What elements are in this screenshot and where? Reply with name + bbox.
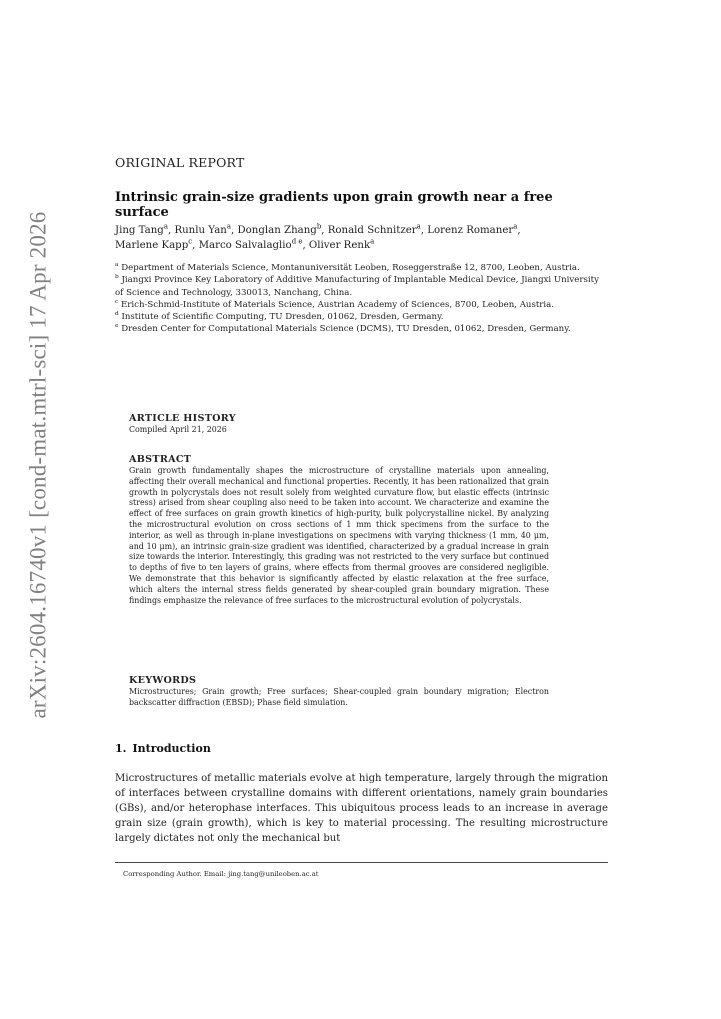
abstract-heading: ABSTRACT (129, 454, 192, 465)
section-title: Introduction (132, 742, 211, 755)
affiliation: $^e$ Dresden Center for Computational Materials Science (DCMS), TU Dresden, 01062, Dresden, Germany. (115, 323, 571, 335)
article-history (129, 412, 549, 436)
abstract-text: Grain growth fundamentally shapes the microstructure of crystalline materials upon annealing, affecting their overall mechanical and functional properties. Recently, it has been rationalized that grain growth in polycrystals does not result solely from weighted curvature flow, but elastic effects (intrinsic stress) arised from shear coupling also need to be taken into account. We characterize and examine the effect of free surfaces on grain growth kinetics of high-purity, bulk polycrystalline nickel. By analyzing the microstructural evolution on cross sections of 1 mm thick specimens from the surface to the interior, as well as through in-plane investigations on specimens with varying thickness (1 mm, 40 μm, and 10 μm), an intrinsic grain-size gradient was identified, characterized by a gradual increase in grain size towards the interior. Interestingly, this grading was not restricted to the very surface but continued to depths of five to ten layers of grains, where effects from thermal grooves are considered negligible. We demonstrate that this behavior is significantly affected by elastic relaxation at the free surface, which alters the internal stress fields generated by shear-coupled grain boundary migration. These findings emphasize the relevance of free surfaces to the microstructural evolution of polycrystals. (129, 466, 549, 605)
affiliation: $^d$ Institute of Scientific Computing, TU Dresden, 01062, Dresden, Germany. (115, 311, 444, 323)
paper-title: Intrinsic grain-size gradients upon grain growth near a free surface (115, 190, 553, 220)
affiliation: $^b$ Jiangxi Province Key Laboratory of Additive Manufacturing of Implantable Medical Device, Jiangxi University of Science and Technology, 330013, Nanchang, China. (115, 274, 599, 298)
author-list: Jing Tang$^a$, Runlu Yan$^a$, Donglan Zhang$^b$, Ronald Schnitzer$^a$, Lorenz Romaner$^a$, Marlene Kapp$^c$, Marco Salvalaglio$^{d e}$, Oliver Renk$^a$ (115, 222, 521, 251)
intro-paragraph: Microstructures of metallic materials evolve at high temperature, largely through the migration of interfaces between crystalline domains with different orientations, namely grain boundaries (GBs), and/or heterophase interfaces. This ubiquitous process leads to an increase in average grain size (grain growth), which is key to material processing. The resulting microstructure largely dictates not only the mechanical but (115, 773, 608, 844)
author: Donglan Zhang$^b$ (237, 222, 322, 236)
author: Jing Tang$^a$ (115, 222, 168, 236)
author: Runlu Yan$^a$ (174, 222, 232, 236)
author: Oliver Renk$^a$ (308, 237, 375, 251)
affiliation: $^a$ Department of Materials Science, Montanuniversität Leoben, Roseggerstraße 12, 8700, Leoben, Austria. (115, 262, 580, 273)
author: Marco Salvalaglio$^{d e}$ (198, 237, 303, 251)
arxiv-identifier: arXiv:2604.16740v1 [cond-mat.mtrl-sci] 17 Apr 2026 (25, 211, 51, 718)
corresponding-author-footnote: Corresponding Author. Email: jing.tang@unileoben.ac.at (123, 870, 319, 878)
report-type: ORIGINAL REPORT (115, 155, 245, 170)
section-number: 1. (115, 742, 127, 755)
article-history-text: Compiled April 21, 2026 (129, 425, 227, 434)
affiliation: $^c$ Erich-Schmid-Institute of Materials Science, Austrian Academy of Sciences, 8700, Leoben, Austria. (115, 299, 555, 310)
section-heading (115, 742, 211, 755)
author: Marlene Kapp$^c$ (115, 237, 193, 251)
keywords-heading: KEYWORDS (129, 675, 197, 686)
abstract (129, 453, 549, 606)
arxiv-sidebar (18, 211, 58, 718)
author: Lorenz Romaner$^a$ (427, 222, 518, 236)
keywords-text: Microstructures; Grain growth; Free surfaces; Shear-coupled grain boundary migration; Electron backscatter diffraction (EBSD); Phase field simulation. (129, 687, 549, 707)
keywords (129, 674, 549, 709)
author: Ronald Schnitzer$^a$ (327, 222, 421, 236)
article-history-heading: ARTICLE HISTORY (129, 413, 236, 424)
footnote-rule (115, 862, 608, 863)
affiliation-list (115, 262, 608, 336)
